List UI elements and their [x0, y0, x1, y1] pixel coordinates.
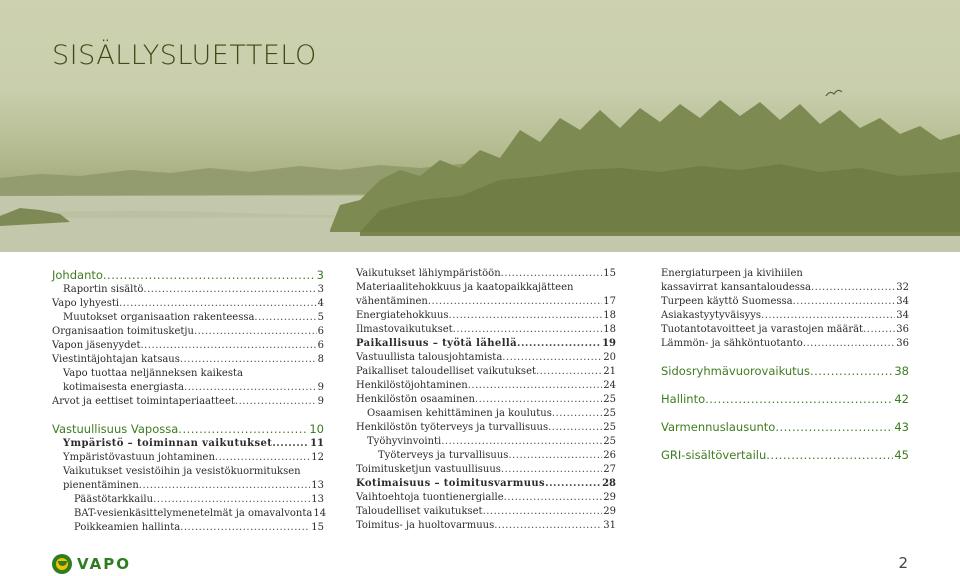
toc-entry[interactable] — [52, 339, 324, 353]
toc-page-number: 43 — [894, 420, 909, 434]
dot-leader — [810, 363, 893, 379]
toc-entry-label: Energiatehokkuus — [356, 310, 449, 321]
toc-entry[interactable] — [661, 323, 909, 337]
toc-page-number: 29 — [603, 492, 616, 503]
dot-leader — [180, 353, 317, 367]
toc-entry[interactable] — [661, 309, 909, 323]
toc-page-number: 6 — [317, 326, 324, 337]
toc-entry[interactable] — [356, 295, 616, 309]
dot-leader — [215, 451, 310, 465]
toc-entry-label: Toimitusketjun vastuullisuus — [356, 464, 501, 475]
dot-leader — [178, 421, 308, 437]
toc-entry[interactable] — [356, 323, 616, 337]
toc-entry-label: Paikalliset taloudelliset vaikutukset — [356, 366, 536, 377]
toc-entry[interactable] — [52, 507, 327, 521]
toc-entry[interactable] — [356, 365, 616, 379]
vapo-logo-icon — [52, 554, 72, 574]
toc-page-number: 18 — [603, 310, 616, 321]
dot-leader — [153, 493, 310, 507]
toc-entry[interactable] — [356, 337, 616, 351]
toc-entry-label: Sidosryhmävuorovaikutus — [661, 364, 810, 378]
cover-photo — [0, 0, 960, 252]
dot-leader — [552, 407, 602, 421]
toc-entry[interactable] — [52, 437, 324, 451]
dot-leader — [180, 521, 310, 535]
dot-leader — [139, 479, 310, 493]
toc-entry[interactable] — [52, 311, 324, 325]
toc-entry-label: Ympäristövastuun johtaminen — [63, 452, 215, 463]
toc-entry-label: Kotimaisuus – toimitusvarmuus — [356, 478, 546, 489]
dot-leader — [194, 325, 317, 339]
landscape-illustration — [0, 0, 960, 252]
toc-entry[interactable] — [52, 395, 324, 409]
toc-page-number: 15 — [311, 522, 324, 533]
dot-leader — [483, 505, 603, 519]
toc-entry-label: Vastuullista talousjohtamista — [356, 352, 503, 363]
toc-entry[interactable] — [52, 479, 324, 493]
toc-entry[interactable] — [661, 419, 909, 435]
toc-page-number: 6 — [317, 340, 324, 351]
toc-entry-label: Muutokset organisaation rakenteessa — [63, 312, 255, 323]
toc-entry-label: Lämmön- ja sähköntuotanto — [661, 338, 803, 349]
toc-entry-label: Työterveys ja turvallisuus — [378, 450, 509, 461]
toc-entry-label: Henkilöstön työterveys ja turvallisuus — [356, 422, 549, 433]
toc-entry-label: GRI-sisältövertailu — [661, 448, 767, 462]
toc-page-number: 42 — [894, 392, 909, 406]
toc-entry-label: Arvot ja eettiset toimintaperiaatteet — [52, 396, 235, 407]
toc-entry-label: Vapon jäsenyydet — [52, 340, 141, 351]
toc-entry-label: Johdanto — [52, 268, 103, 282]
toc-page-number: 25 — [603, 408, 616, 419]
toc-entry-line — [52, 367, 324, 381]
toc-entry[interactable] — [356, 393, 616, 407]
toc-entry-line — [661, 267, 909, 281]
toc-entry-label: Organisaation toimitusketju — [52, 326, 194, 337]
dot-leader — [449, 309, 603, 323]
toc-entry-label: Ilmastovaikutukset — [356, 324, 453, 335]
dot-leader — [501, 463, 602, 477]
dot-leader — [545, 477, 601, 491]
toc-entry[interactable] — [661, 337, 909, 351]
dot-leader — [468, 379, 603, 393]
toc-page-number: 29 — [603, 506, 616, 517]
toc-page-number: 28 — [602, 478, 616, 489]
logo-text: VAPO — [77, 555, 131, 573]
toc-entry[interactable] — [356, 491, 616, 505]
toc-entry[interactable] — [356, 449, 616, 463]
toc-page-number: 11 — [310, 438, 324, 449]
toc-page-number: 38 — [894, 364, 909, 378]
toc-entry[interactable] — [356, 519, 616, 533]
toc-entry-label: Vaikutukset vesistöihin ja vesistökuormituksen — [63, 466, 301, 477]
toc-entry-label: pienentäminen — [63, 480, 139, 491]
dot-leader — [235, 395, 317, 409]
dot-leader — [119, 297, 317, 311]
toc-column-3 — [661, 267, 909, 463]
toc-entry-line — [52, 465, 324, 479]
toc-entry-label: Henkilöstöjohtaminen — [356, 380, 468, 391]
toc-page-number: 32 — [896, 282, 909, 293]
toc-column-1 — [52, 267, 327, 535]
toc-entry-label: Poikkeamien hallinta — [74, 522, 181, 533]
toc-entry-label: Paikallisuus – työtä lähellä — [356, 338, 517, 349]
toc-page-number: 3 — [316, 268, 324, 282]
toc-entry-label: Asiakastyytyväisyys — [661, 310, 762, 321]
dot-leader — [494, 519, 602, 533]
toc-page-number: 45 — [894, 448, 909, 462]
toc-entry-label: Vastuullisuus Vapossa — [52, 422, 179, 436]
toc-entry[interactable] — [661, 391, 909, 407]
toc-entry[interactable] — [356, 463, 616, 477]
dot-leader — [811, 281, 895, 295]
toc-entry[interactable] — [52, 267, 324, 283]
dot-leader — [548, 421, 602, 435]
toc-entry-label: Hallinto — [661, 392, 706, 406]
toc-page-number: 15 — [603, 268, 616, 279]
toc-page-number: 4 — [317, 298, 324, 309]
toc-entry[interactable] — [356, 421, 616, 435]
toc-entry-label: Taloudelliset vaikutukset — [356, 506, 483, 517]
toc-entry-label: Tuotantotavoitteet ja varastojen määrät — [661, 324, 864, 335]
toc-entry-label: Varmennuslausunto — [661, 420, 776, 434]
toc-entry-label: Vapo lyhyesti — [52, 298, 120, 309]
toc-entry[interactable] — [52, 283, 324, 297]
page-number: 2 — [898, 554, 908, 572]
toc-entry-label: Toimitus- ja huoltovarmuus — [356, 520, 495, 531]
toc-entry-line — [356, 281, 616, 295]
toc-page-number: 25 — [603, 436, 616, 447]
toc-entry[interactable] — [52, 325, 324, 339]
toc-page-number: 21 — [603, 366, 616, 377]
toc-entry-label: BAT-vesienkäsittelymenetelmät ja omavalvonta — [74, 508, 313, 519]
dot-leader — [517, 337, 601, 351]
dot-leader — [428, 295, 602, 309]
toc-page-number: 3 — [317, 284, 324, 295]
toc-entry[interactable] — [356, 435, 616, 449]
toc-entry[interactable] — [356, 505, 616, 519]
dot-leader — [536, 365, 602, 379]
toc-page-number: 36 — [896, 338, 909, 349]
dot-leader — [441, 435, 602, 449]
toc-entry-label: Työhyvinvointi — [367, 436, 442, 447]
toc-page-number: 36 — [896, 324, 909, 335]
toc-page-number: 13 — [311, 480, 324, 491]
toc-entry-label: vähentäminen — [356, 296, 428, 307]
toc-entry-label: Turpeen käyttö Suomessa — [661, 296, 793, 307]
toc-page-number: 20 — [603, 352, 616, 363]
toc-entry[interactable] — [661, 363, 909, 379]
toc-entry-label: Vaihtoehtoja tuontienergialle — [356, 492, 504, 503]
toc-entry-label: Raportin sisältö — [63, 284, 144, 295]
toc-entry[interactable] — [52, 451, 324, 465]
dot-leader — [475, 393, 602, 407]
toc-entry-label: Viestintäjohtajan katsaus — [52, 354, 180, 365]
toc-page-number: 26 — [603, 450, 616, 461]
toc-entry[interactable] — [52, 521, 324, 535]
toc-page-number: 14 — [313, 508, 327, 519]
toc-entry[interactable] — [661, 295, 909, 309]
dot-leader — [103, 267, 316, 283]
toc-page-number: 25 — [603, 422, 616, 433]
toc-entry[interactable] — [52, 353, 324, 367]
dot-leader — [761, 309, 895, 323]
dot-leader — [766, 447, 893, 463]
toc-entry-label: Ympäristö – toiminnan vaikutukset — [63, 438, 273, 449]
toc-entry-label: kassavirrat kansantaloudessa — [661, 282, 811, 293]
dot-leader — [775, 419, 893, 435]
toc-entry-label: Materiaalitehokkuus ja kaatopaikkajätteen — [356, 282, 574, 293]
toc-entry[interactable] — [356, 309, 616, 323]
toc-entry-label: Vapo tuottaa neljänneksen kaikesta — [63, 368, 243, 379]
toc-entry[interactable] — [661, 447, 909, 463]
toc-entry-label: Vaikutukset lähiympäristöön — [356, 268, 501, 279]
toc-page-number: 17 — [603, 296, 616, 307]
toc-entry[interactable] — [356, 477, 616, 491]
toc-page-number: 9 — [317, 382, 324, 393]
toc-page-number: 10 — [309, 422, 324, 436]
dot-leader — [803, 337, 895, 351]
dot-leader — [501, 267, 603, 281]
page-title: SISÄLLYSLUETTELO — [52, 40, 317, 71]
toc-page-number: 5 — [317, 312, 324, 323]
toc-entry-label: Henkilöstön osaaminen — [356, 394, 475, 405]
toc-entry[interactable] — [356, 407, 616, 421]
vapo-logo — [52, 554, 131, 574]
toc-entry[interactable] — [52, 421, 324, 437]
toc-entry[interactable] — [52, 297, 324, 311]
toc-page-number: 31 — [603, 520, 616, 531]
dot-leader — [705, 391, 893, 407]
toc-page-number: 24 — [603, 380, 616, 391]
toc-entry-label: kotimaisesta energiasta — [63, 382, 185, 393]
toc-entry[interactable] — [356, 267, 616, 281]
toc-page-number: 18 — [603, 324, 616, 335]
toc-page-number: 34 — [896, 296, 909, 307]
toc-entry[interactable] — [356, 379, 616, 393]
dot-leader — [143, 283, 316, 297]
toc-entry-label: Energiaturpeen ja kivihiilen — [661, 268, 803, 279]
toc-entry[interactable] — [661, 281, 909, 295]
toc-page-number: 9 — [317, 396, 324, 407]
dot-leader — [504, 491, 603, 505]
dot-leader — [141, 339, 317, 353]
dot-leader — [254, 311, 316, 325]
dot-leader — [508, 449, 602, 463]
dot-leader — [793, 295, 896, 309]
toc-entry[interactable] — [356, 351, 616, 365]
toc-entry-label: Päästötarkkailu — [74, 494, 154, 505]
toc-entry-label: Osaamisen kehittäminen ja koulutus — [367, 408, 552, 419]
toc-page-number: 25 — [603, 394, 616, 405]
toc-page-number: 12 — [311, 452, 324, 463]
toc-page-number: 13 — [311, 494, 324, 505]
toc-page-number: 8 — [317, 354, 324, 365]
dot-leader — [272, 437, 309, 451]
toc-entry[interactable] — [52, 493, 324, 507]
toc-column-2 — [356, 267, 616, 533]
toc-page-number: 19 — [602, 338, 616, 349]
toc-page-number: 27 — [603, 464, 616, 475]
dot-leader — [502, 351, 602, 365]
dot-leader — [453, 323, 603, 337]
toc-entry[interactable] — [52, 381, 324, 395]
dot-leader — [863, 323, 895, 337]
toc-page-number: 34 — [896, 310, 909, 321]
dot-leader — [184, 381, 317, 395]
